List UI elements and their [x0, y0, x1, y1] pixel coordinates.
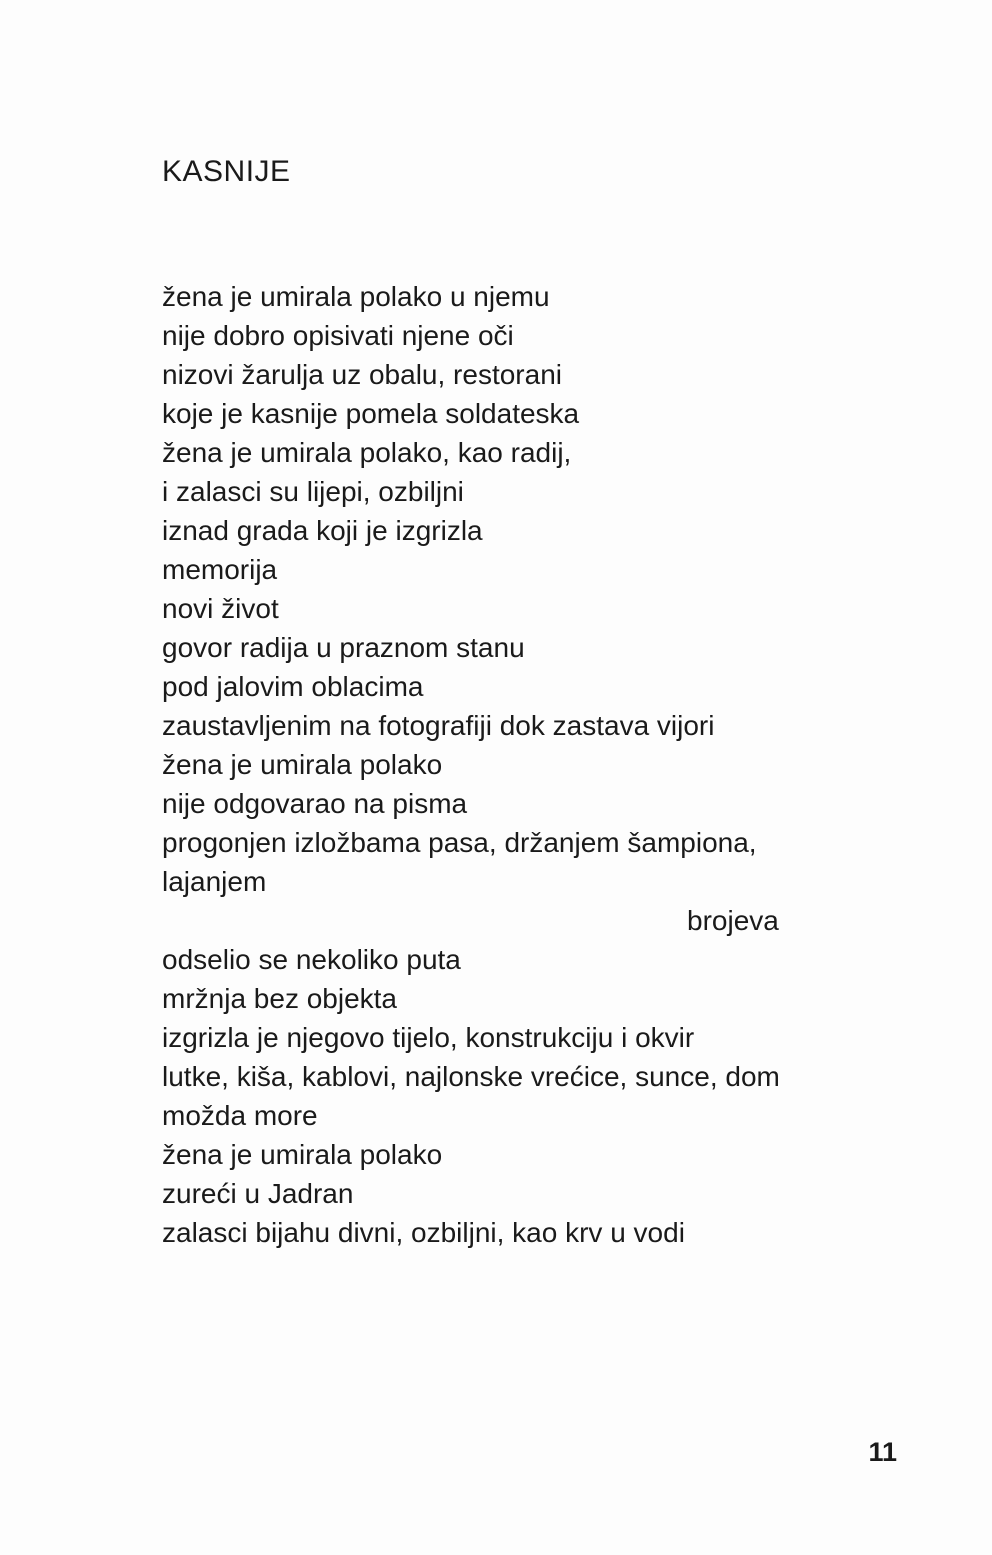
poem-line: žena je umirala polako: [162, 749, 443, 780]
poem-line: novi život: [162, 593, 279, 624]
poem-line: žena je umirala polako, kao radij,: [162, 437, 572, 468]
poem-body: [162, 277, 932, 1252]
poem-line: nije dobro opisivati njene oči: [162, 320, 514, 351]
document-page: [0, 152, 992, 1555]
poem-line: izgrizla je njegovo tijelo, konstrukciju i okvir: [162, 1022, 695, 1053]
poem-line: govor radija u praznom stanu: [162, 632, 525, 663]
poem-line: koje je kasnije pomela soldateska: [162, 398, 580, 429]
poem-line: zaustavljenim na fotografiji dok zastava vijori: [162, 710, 715, 741]
page-number: 11: [868, 1437, 897, 1467]
poem-line: progonjen izložbama pasa, držanjem šampiona,: [162, 827, 757, 858]
poem-line: zureći u Jadran: [162, 1178, 354, 1209]
poem-line: nizovi žarulja uz obalu, restorani: [162, 359, 562, 390]
poem-line: pod jalovim oblacima: [162, 671, 424, 702]
poem-line: i zalasci su lijepi, ozbiljni: [162, 476, 464, 507]
poem-line: zalasci bijahu divni, ozbiljni, kao krv u vodi: [162, 1217, 685, 1248]
poem-line: memorija: [162, 554, 278, 585]
poem-line: možda more: [162, 1100, 318, 1131]
poem-line: odselio se nekoliko puta: [162, 944, 461, 975]
poem-line: mržnja bez objekta: [162, 983, 398, 1014]
poem-line: iznad grada koji je izgrizla: [162, 515, 483, 546]
poem-line: lutke, kiša, kablovi, najlonske vrećice, sunce, dom: [162, 1061, 780, 1092]
poem-title: KASNIJE: [162, 155, 291, 188]
poem-line: lajanjem: [162, 866, 267, 897]
poem-line: nije odgovarao na pisma: [162, 788, 468, 819]
poem-line: žena je umirala polako u njemu: [162, 281, 550, 312]
poem-line-indented: brojeva: [687, 905, 779, 936]
poem-line: žena je umirala polako: [162, 1139, 443, 1170]
